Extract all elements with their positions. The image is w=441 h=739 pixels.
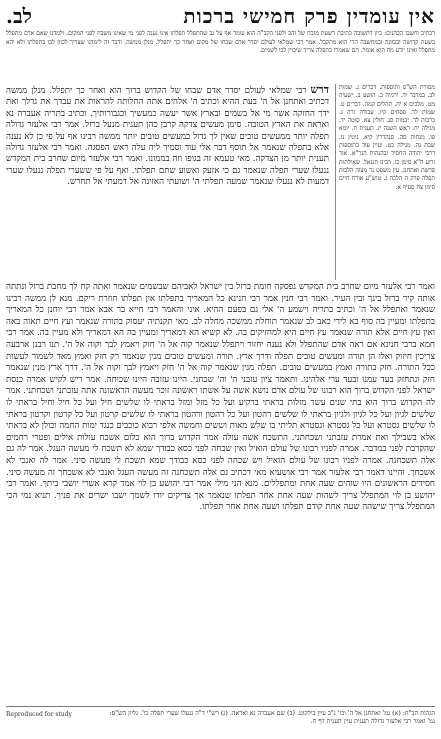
page-number: לב. [6,4,32,28]
gemara-opening-text: רבי שמלאי לעולם יסדר אדם שבחו של הקדוש ברוך הוא ואחר כך יתפלל. מנלן ממשה דכתיב ואתחנן אל ה' בעת ההיא וכתיב ה' אלהים אתה החלותה להראות את עבדך את גדלך ואת ידך החזקה אשר מי אל בשמים ובארץ אשר יעשה כמעשיך וכגבורותיך. וכתיב בתריה אעברה נא ואראה את הארץ הטובה. סימן מעשים צדקה קרבן כהן תענית מנעל ברזל. אמר רבי אלעזר גדולה תפלה יותר ממעשים טובים שאין לך גדול במעשים טובים יותר ממשה רבינו אף על פי כן לא נענה אלא בתפלה שנאמר אל תוסף דבר אלי עוד וסמיך ליה עלה ראש הפסגה. ואמר רבי אלעזר גדולה תענית יותר מן הצדקה. מאי טעמא זה בגופו וזה בממונו. ואמר רבי אלעזר מיום שחרב בית המקדש ננעלו שערי תפלה שנאמר גם כי אזעק ואשוע שתם תפלתי. ואף על פי ששערי תפלה ננעלו שערי דמעות לא ננעלו שנאמר שמעה תפלתי ה' ושועתי האזינה אל דמעתי אל תחרש. [6,86,329,188]
middle-section [6,84,435,280]
page-header [6,4,435,28]
gemara-main-text: ואמר רבי אלעזר מיום שחרב בית המקדש נפסקה חומת ברזל בין ישראל לאביהם שבשמים שנאמר ואתה קח לך מחבת ברזל ונתתה אותה קיר ברזל בינך ובין העיר. ואמר רבי חנין אמר רבי חנינא כל המאריך בתפלתו אין תפלתו חוזרת ריקם. מנא לן ממשה רבינו שנאמר ואתפלל אל ה' וכתיב בתריה וישמע ה' אלי גם בפעם ההיא. איני והאמר רבי חייא בר אבא אמר רבי יוחנן כל המאריך בתפלתו ומעיין בה סוף בא לידי כאב לב שנאמר תוחלת ממשכה מחלה לב. מאי תקנתיה יעסוק בתורה שנאמר ועץ חיים תאוה באה ואין עץ חיים אלא תורה שנאמר עץ חיים היא למחזיקים בה. לא קשיא הא דמאריך ומעיין בה הא דמאריך ולא מעיין בה. אמר רבי חמא ברבי חנינא אם ראה אדם שהתפלל ולא נענה יחזור ויתפלל שנאמר קוה אל ה' חזק ויאמץ לבך וקוה אל ה'. תנו רבנן ארבעה צריכין חיזוק ואלו הן תורה ומעשים טובים תפלה ודרך ארץ. תורה ומעשים טובים מנין שנאמר רק חזק ואמץ מאד לשמור לעשות ככל התורה. חזק בתורה ואמץ במעשים טובים. תפלה מנין שנאמר קוה אל ה' חזק ויאמץ לבך וקוה אל ה'. דרך ארץ מנין שנאמר חזק ונתחזק בעד עמנו ובעד ערי אלהינו. ותאמר ציון עזבני ה' וה' שכחני. היינו עזובה היינו שכוחה. אמר ריש לקיש אמרה כנסת ישראל לפני הקדוש ברוך הוא רבונו של עולם אדם נושא אשה על אשתו ראשונה זוכר מעשה הראשונה אתה עזבתני ושכחתני. אמר לה הקדוש ברוך הוא בתי שנים עשר מזלות בראתי ברקיע ועל כל מזל ומזל בראתי לו שלשים חיל ועל כל חיל וחיל בראתי לו שלשים לגיון ועל כל לגיון ולגיון בראתי לו שלשים רהטון ועל כל רהטון ורהטון בראתי לו שלשים קרטון ועל כל קרטון וקרטון בראתי לו שלשים גסטרא ועל כל גסטרא וגסטרא תליתי בו שלש מאות וששים וחמשה אלפי רבוא כוכבים כנגד ימות החמה וכולן לא בראתי אלא בשבילך ואת אמרת עזבתני ושכחתני. התשכח אשה עולה אמר הקדוש ברוך הוא כלום אשכח עולות אילים ופטרי רחמים שהקרבת לפני במדבר. אמרה לפניו רבונו של עולם הואיל ואין שכחה לפני כסא כבודך שמא לא תשכח לי מעשה העגל. אמר לה גם אלה תשכחנה. אמרה לפניו רבונו של עולם הואיל ויש שכחה לפני כסא כבודך שמא תשכח לי מעשה סיני. אמר לה ואנכי לא אשכחך. והיינו דאמר רבי אלעזר אמר רבי אושעיא מאי דכתיב גם אלה תשכחנה זה מעשה העגל ואנכי לא אשכחך זה מעשה סיני. חסידים הראשונים היו שוהים שעה אחת ומתפללים. מנא הני מילי אמר רבי יהושע בן לוי אמר קרא אשרי יושבי ביתך. ואמר רבי יהושע בן לוי המתפלל צריך לשהות שעה אחת אחר תפלתו שנאמר אך צדיקים יודו לשמך ישבו ישרים את פניך. תניא נמי הכי המתפלל צריך שישהה שעה אחת קודם תפלתו ושעה אחת אחר תפלתו. [6,282,435,513]
side-commentary: מסורת הש"ס ותוספות. דברים ג. שמות לב. במדבר יד. ירמיה ב. הושע ב. ישעיה מט. מלכים א יח. תהלים קמה. דברים ט. שמות לד. פסחים קיז. עבודה זרה ג. ברכות לד. יבמות סג. חולין צא. סוטה יד. מגילה יח. ראש השנה יז. תענית ח. יומא פו. מנחות סה. סנהדרין קיא. גיטין נו. שבת נה. מגילה כט. ועיין עוד בתוספות דרבי יהודה החסיד ובהגהות הגר"א. אור זרוע ח"א סימן כו. רבינו חננאל. שאילתות פרשת ואתחנן. עין משפט נר מצוה הלכות תפלה פרק ה הלכה ג. טוש"ע אורח חיים סימן צח סעיף א. [335,84,435,280]
footer-citation: Reproduced for study [6,711,72,718]
gemara-opening [6,84,329,280]
page-footer [6,706,435,735]
gemara-lead-word: דרש [310,84,329,96]
top-commentary: דכתיב וחשבו הכהנים: כיון דתשובה כתיבת דשעת מזבח של זהב ולפני הקב"ה הוא עומד אף על גב שהתפלל תפלתו אינו נענה לפני מי שאינו משבח לפני המקום. ולמדנו שאם אדם מתפלל בשעת קדושה ובכוונה ובמחשבה הרי הוא מתקבל. אמר רבי שמלאי לעולם יסדר אדם שבחו של מקום ואחר כך יתפלל. מנלן ממשה. ודבר זה לימדנו שצריך לכוון לבו בתפלתו ולא יהא מתפלל ואינו יודע מה הוא אומר. הם שאמרו בתפלה צריך שיכוין לבו לשמים. [6,30,435,55]
footer-notes: הגהות הב"ח: (א) גמ' ואתחנן אל ה' וכו' נ"ב עיין בילקוט. (ב) שם אעברה נא ואראה. (ג) רש"י ד"ה ננעלו שערי תפלה כו'. גליון הש"ס: גמ' ואמר רבי אלעזר גדולה תענית עיין תענית דף ח. [109,710,435,725]
chapter-title: אין עומדין פרק חמישי ברכות [183,4,435,28]
